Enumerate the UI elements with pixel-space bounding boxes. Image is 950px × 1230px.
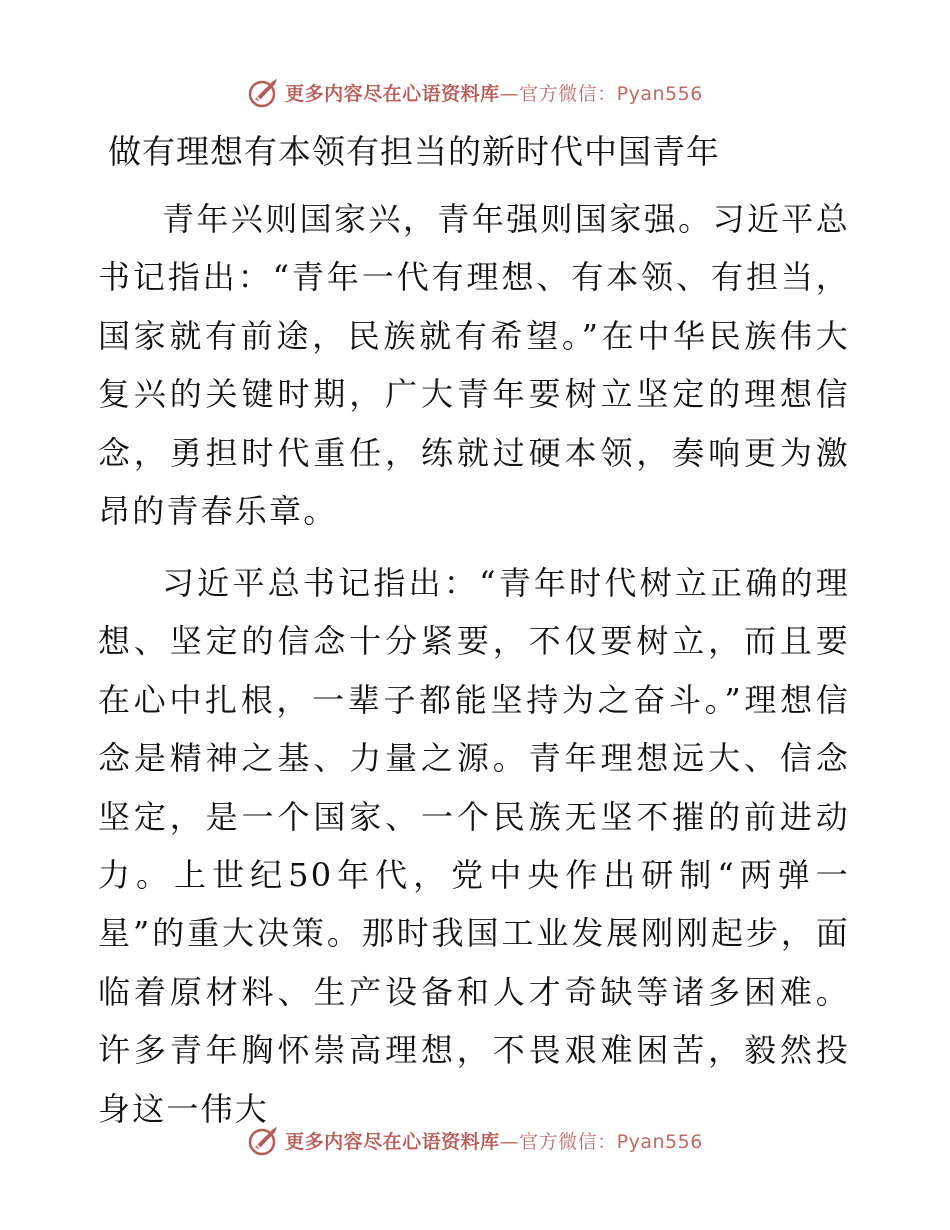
paragraph-1: 青年兴则国家兴，青年强则国家强。习近平总书记指出：“青年一代有理想、有本领、有担当，国家就有前途，民族就有希望。”在中华民族伟大复兴的关键时期，广大青年要树立坚定的理想信念，勇担时代重任，练就过硬本领，奏响更为激昂的青春乐章。 xyxy=(98,200,850,531)
watermark-dash: — xyxy=(499,82,520,105)
watermark-main-text: 更多内容尽在心语资料库 xyxy=(285,1130,500,1153)
watermark-text xyxy=(285,1127,703,1154)
footer-watermark-banner xyxy=(0,1120,950,1160)
paragraph-2: 习近平总书记指出：“青年时代树立正确的理想、坚定的信念十分紧要，不仅要树立，而且要在心中扎根，一辈子都能坚持为之奋斗。”理想信念是精神之基、力量之源。青年理想远大、信念坚定，是一个国家、一个民族无坚不摧的前进动力。上世纪50年代，党中央作出研制“两弹一星”的重大决策。那时我国工业发展刚刚起步，面临着原材料、生产设备和人才奇缺等诸多困难。许多青年胸怀崇高理想，不畏艰难困苦，毅然投身这一伟大 xyxy=(98,564,850,1128)
watermark-text xyxy=(285,79,703,106)
document-title: 做有理想有本领有担当的新时代中国青年 xyxy=(108,132,720,171)
quill-pen-logo-icon xyxy=(247,75,281,109)
quill-pen-logo-icon xyxy=(247,1123,281,1157)
watermark-main-text: 更多内容尽在心语资料库 xyxy=(285,82,500,105)
header-watermark-banner xyxy=(0,72,950,112)
watermark-contact: 官方微信：Pyan556 xyxy=(519,82,703,105)
watermark-contact: 官方微信：Pyan556 xyxy=(519,1130,703,1153)
watermark-dash: — xyxy=(499,1130,520,1153)
